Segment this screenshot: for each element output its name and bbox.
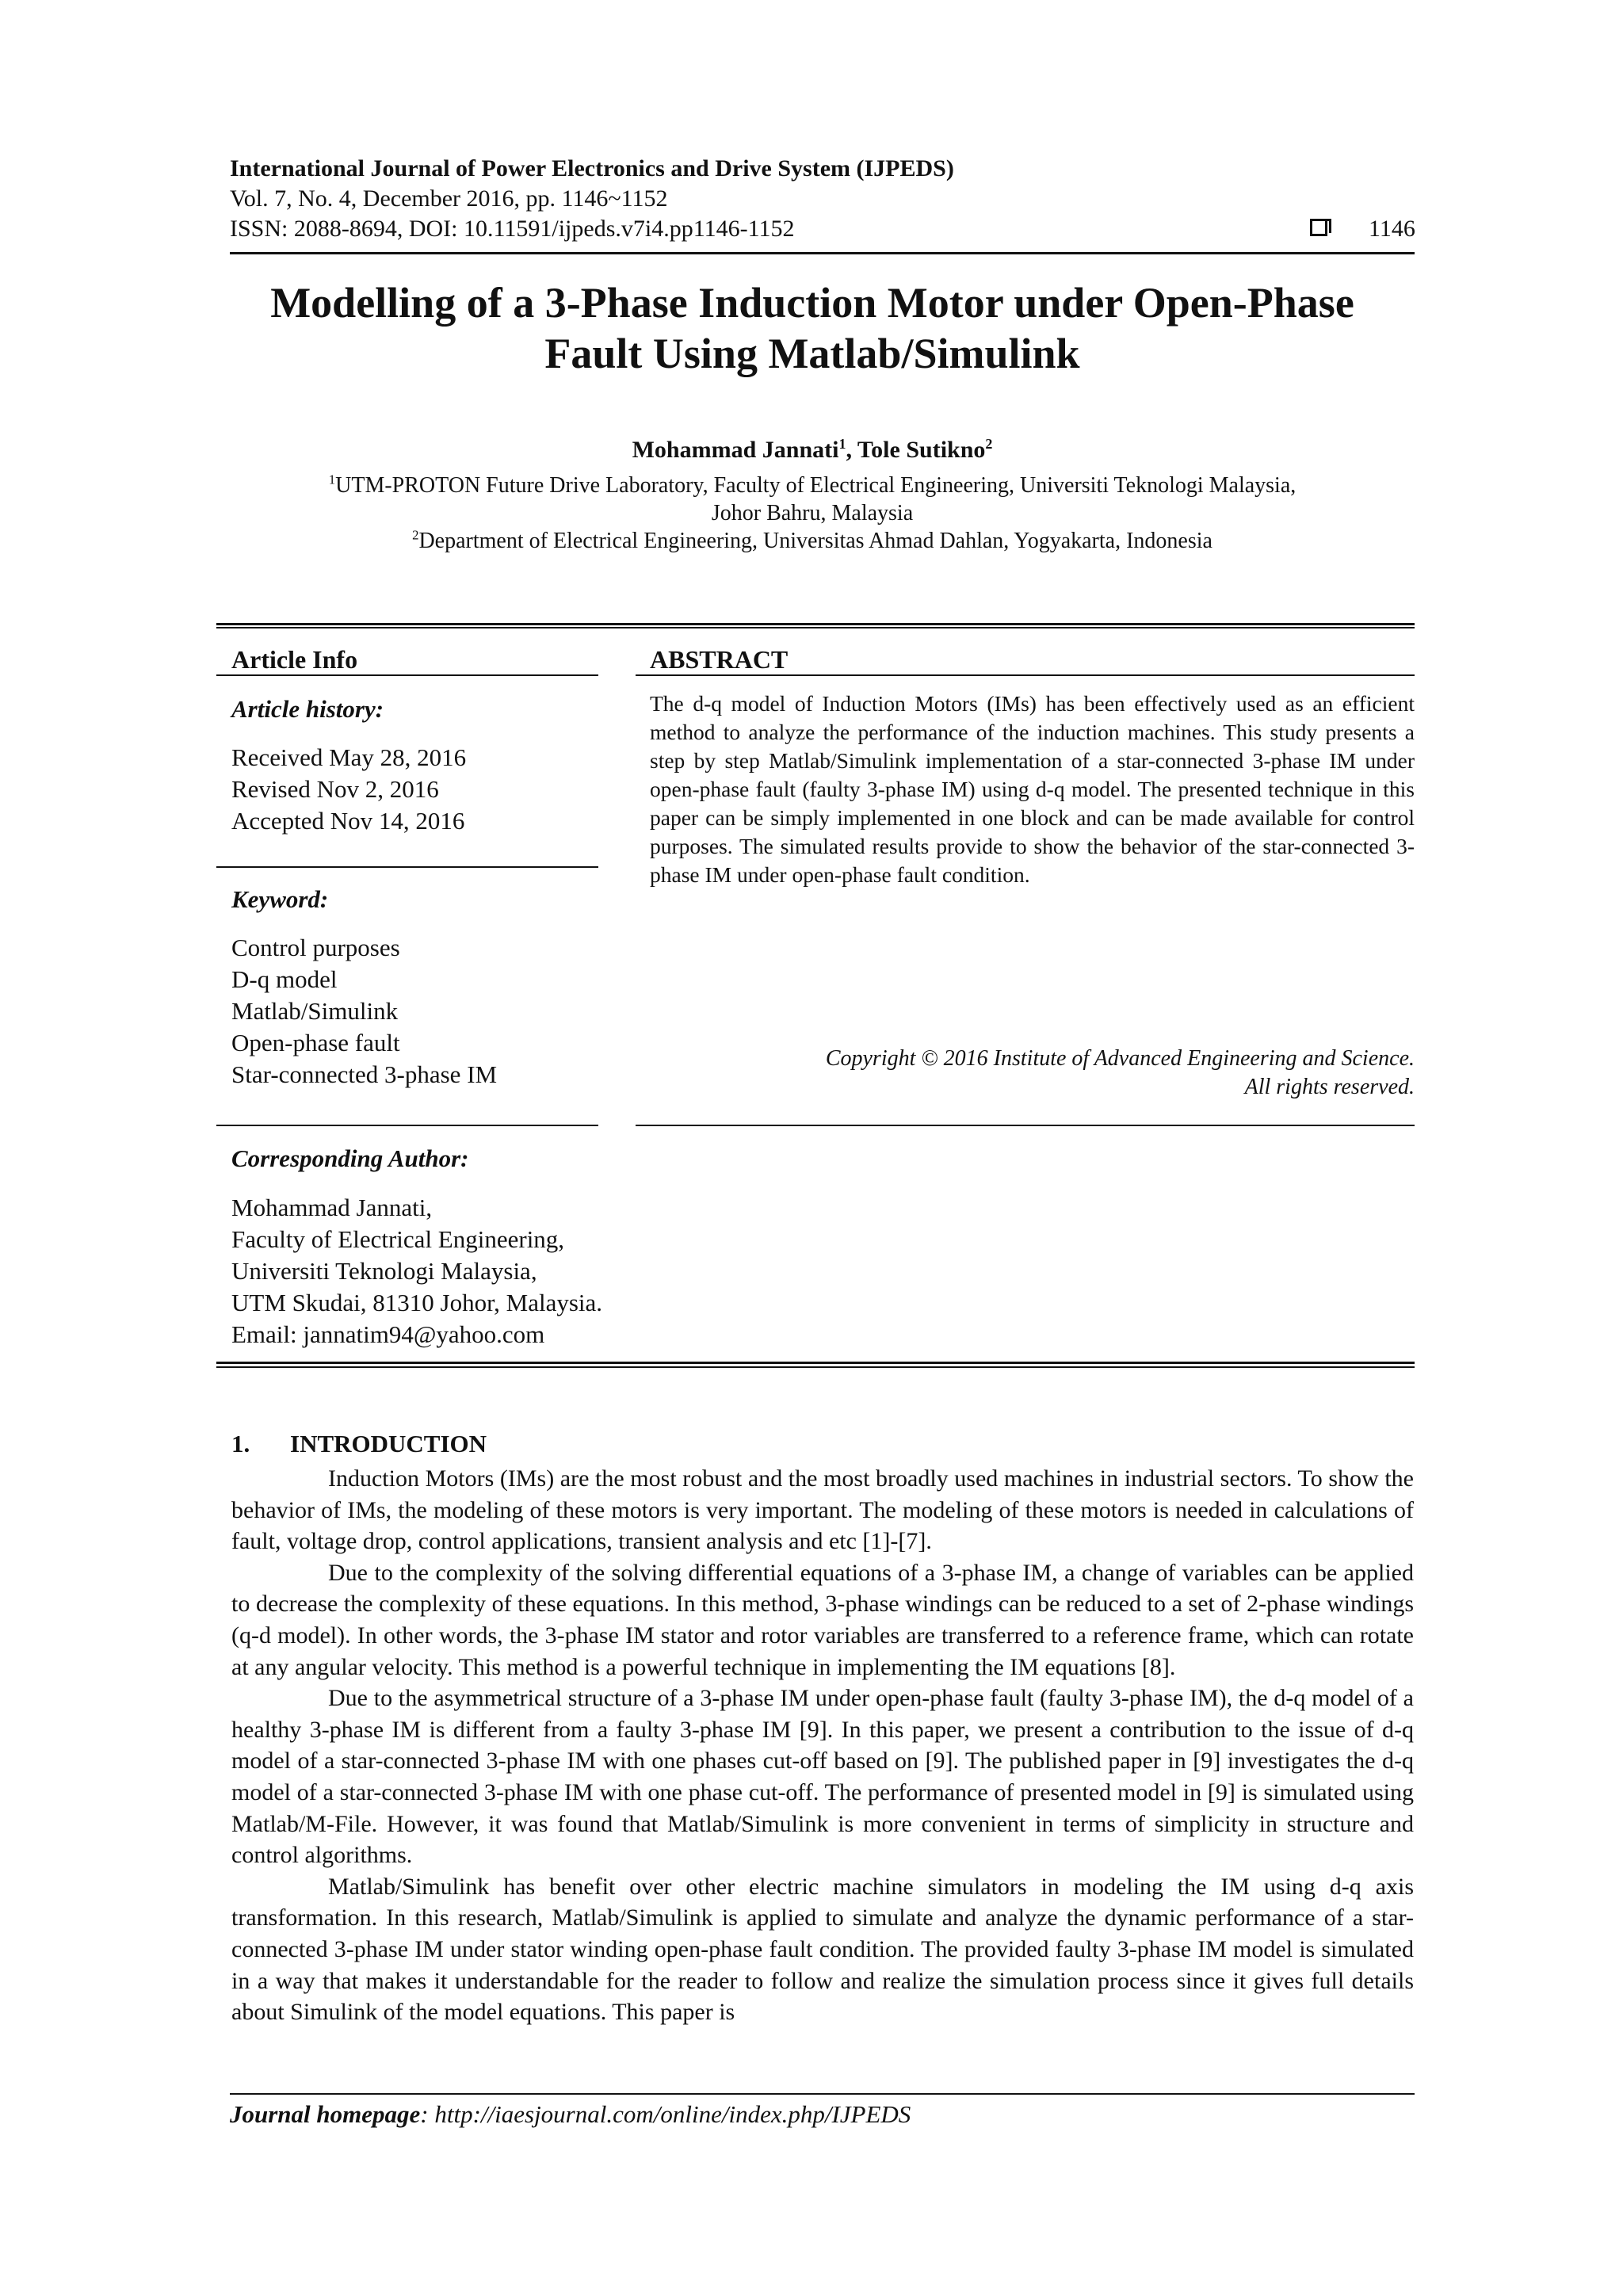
keyword-item: Matlab/Simulink <box>231 997 399 1025</box>
affiliation-2 <box>198 528 1426 554</box>
footer-rule <box>230 2093 1415 2095</box>
title-line-1: Modelling of a 3-Phase Induction Motor under Open-Phase <box>270 279 1354 327</box>
history-revised: Revised Nov 2, 2016 <box>231 775 439 803</box>
keyword-label: Keyword: <box>231 885 329 913</box>
affiliation-2-text: Department of Electrical Engineering, Universitas Ahmad Dahlan, Yogyakarta, Indonesia <box>418 529 1212 553</box>
article-info-heading: Article Info <box>231 645 358 674</box>
author-2: Tole Sutikno <box>857 437 986 463</box>
abstract-text: The d-q model of Induction Motors (IMs) has been effectively used as an efficient method to analyze the performance of the induction machines. This study presents a step by step Matlab/Simulink implementation of a star-connected 3-phase IM under open-phase fault (faulty 3-phase IM) using d-q model. The presented technique in this paper can be simply implemented in one block and can be made available for control purposes. The simulated results provide to show the behavior of the star-connected 3-phase IM under open-phase fault condition. <box>650 691 1415 887</box>
abstract-heading: ABSTRACT <box>650 645 789 674</box>
intro-heading: INTRODUCTION <box>290 1430 487 1457</box>
journal-name: International Journal of Power Electronics and Drive System (IJPEDS) <box>230 155 954 181</box>
copyright-line-2: All rights reserved. <box>1244 1075 1415 1099</box>
box-top-rule-2 <box>216 627 1415 628</box>
history-rule <box>216 866 598 868</box>
intro-paragraph-4: Matlab/Simulink has benefit over other electric machine simulators in modeling the IM using d-q axis transformation. In this research, Matlab/Simulink is applied to simulate and analyze the dynamic performance of a star-connected 3-phase IM under stator winding open-phase fault condition. The provided faulty 3-phase IM model is simulated in a way that makes it understandable for the reader to follow and realize the simulation process since it gives full details about Simulink of the model equations. This paper is <box>231 1873 1414 2026</box>
copyright-line-1: Copyright © 2016 Institute of Advanced Engineering and Science. <box>825 1046 1415 1071</box>
issn-doi: ISSN: 2088-8694, DOI: 10.11591/ijpeds.v7i4.pp1146-1152 <box>230 216 795 242</box>
author-1: Mohammad Jannati <box>632 437 839 463</box>
keyword-item: Open-phase fault <box>231 1029 400 1056</box>
authors <box>198 436 1426 464</box>
author-1-sup: 1 <box>838 436 846 452</box>
intro-paragraph-2: Due to the complexity of the solving differential equations of a 3-phase IM, a change of variables can be applied to decrease the complexity of these equations. In this method, 3-phase windings can be reduced to a set of 2-phase windings (q-d model). In other words, the 3-phase IM stator and rotor variables are transferred to a reference frame, which can rotate at any angular velocity. This method is a powerful technique in implementing the IM equations [8]. <box>231 1559 1414 1680</box>
homepage-label: Journal homepage <box>230 2100 421 2128</box>
corresponding-university: Universiti Teknologi Malaysia, <box>231 1257 537 1285</box>
journal-homepage <box>230 2100 911 2129</box>
intro-paragraph-1: Induction Motors (IMs) are the most robust and the most broadly used machines in industrial sectors. To show the behavior of IMs, the modeling of these motors is very important. The modeling of these motors is needed in calculations of fault, voltage drop, control applications, transient analysis and etc [1]-[7]. <box>231 1465 1414 1555</box>
intro-paragraph-3: Due to the asymmetrical structure of a 3-phase IM under open-phase fault (faulty 3-phase IM), the d-q model of a healthy 3-phase IM is different from a faulty 3-phase IM [9]. In this paper, we present a contribution to the issue of d-q model of a star-connected 3-phase IM with one phases cut-off based on [9]. The published paper in [9] investigates the d-q model of a star-connected 3-phase IM with one phase cut-off. The performance of presented model in [9] is simulated using Matlab/M-File. However, it was found that Matlab/Simulink is more convenient in terms of simplicity in structure and control algorithms. <box>231 1685 1414 1869</box>
corresponding-address: UTM Skudai, 81310 Johor, Malaysia. <box>231 1289 603 1316</box>
affiliation-2-sup: 2 <box>412 527 419 543</box>
keyword-item: D-q model <box>231 965 338 993</box>
corresponding-name: Mohammad Jannati, <box>231 1194 433 1221</box>
page-number: 1146 <box>1369 216 1415 242</box>
affiliation-1-line-1: UTM-PROTON Future Drive Laboratory, Faculty of Electrical Engineering, Universiti Teknologi Malaysia, <box>335 473 1296 498</box>
paper-title <box>198 277 1426 379</box>
corresponding-author-label: Corresponding Author: <box>231 1144 469 1172</box>
homepage-colon: : <box>420 2100 435 2128</box>
volume-info: Vol. 7, No. 4, December 2016, pp. 1146~1152 <box>230 185 668 212</box>
keyword-rule <box>216 1125 598 1126</box>
corresponding-faculty: Faculty of Electrical Engineering, <box>231 1225 565 1253</box>
header-rule <box>230 252 1415 254</box>
history-accepted: Accepted Nov 14, 2016 <box>231 807 465 835</box>
box-top-rule <box>216 623 1415 625</box>
abstract-bottom-rule <box>636 1125 1415 1126</box>
square-bullet-icon <box>1310 219 1327 236</box>
affiliation-1-sup: 1 <box>328 472 336 487</box>
article-info-rule <box>216 674 598 676</box>
intro-number: 1. <box>231 1430 250 1457</box>
author-2-sup: 2 <box>985 436 993 452</box>
history-received: Received May 28, 2016 <box>231 743 467 771</box>
homepage-url[interactable]: http://iaesjournal.com/online/index.php/IJPEDS <box>434 2100 911 2128</box>
title-line-2: Fault Using Matlab/Simulink <box>544 330 1080 377</box>
keyword-item: Star-connected 3-phase IM <box>231 1060 498 1088</box>
keyword-item: Control purposes <box>231 934 400 961</box>
article-history-label: Article history: <box>231 695 384 723</box>
box-bottom-rule-2 <box>216 1366 1415 1368</box>
author-separator: , <box>846 437 857 463</box>
corresponding-email: Email: jannatim94@yahoo.com <box>231 1320 545 1348</box>
affiliation-1 <box>198 472 1426 499</box>
abstract-rule <box>636 674 1415 676</box>
affiliation-1-cont: Johor Bahru, Malaysia <box>711 501 914 525</box>
introduction-body <box>231 1463 1414 2028</box>
box-bottom-rule <box>216 1362 1415 1364</box>
